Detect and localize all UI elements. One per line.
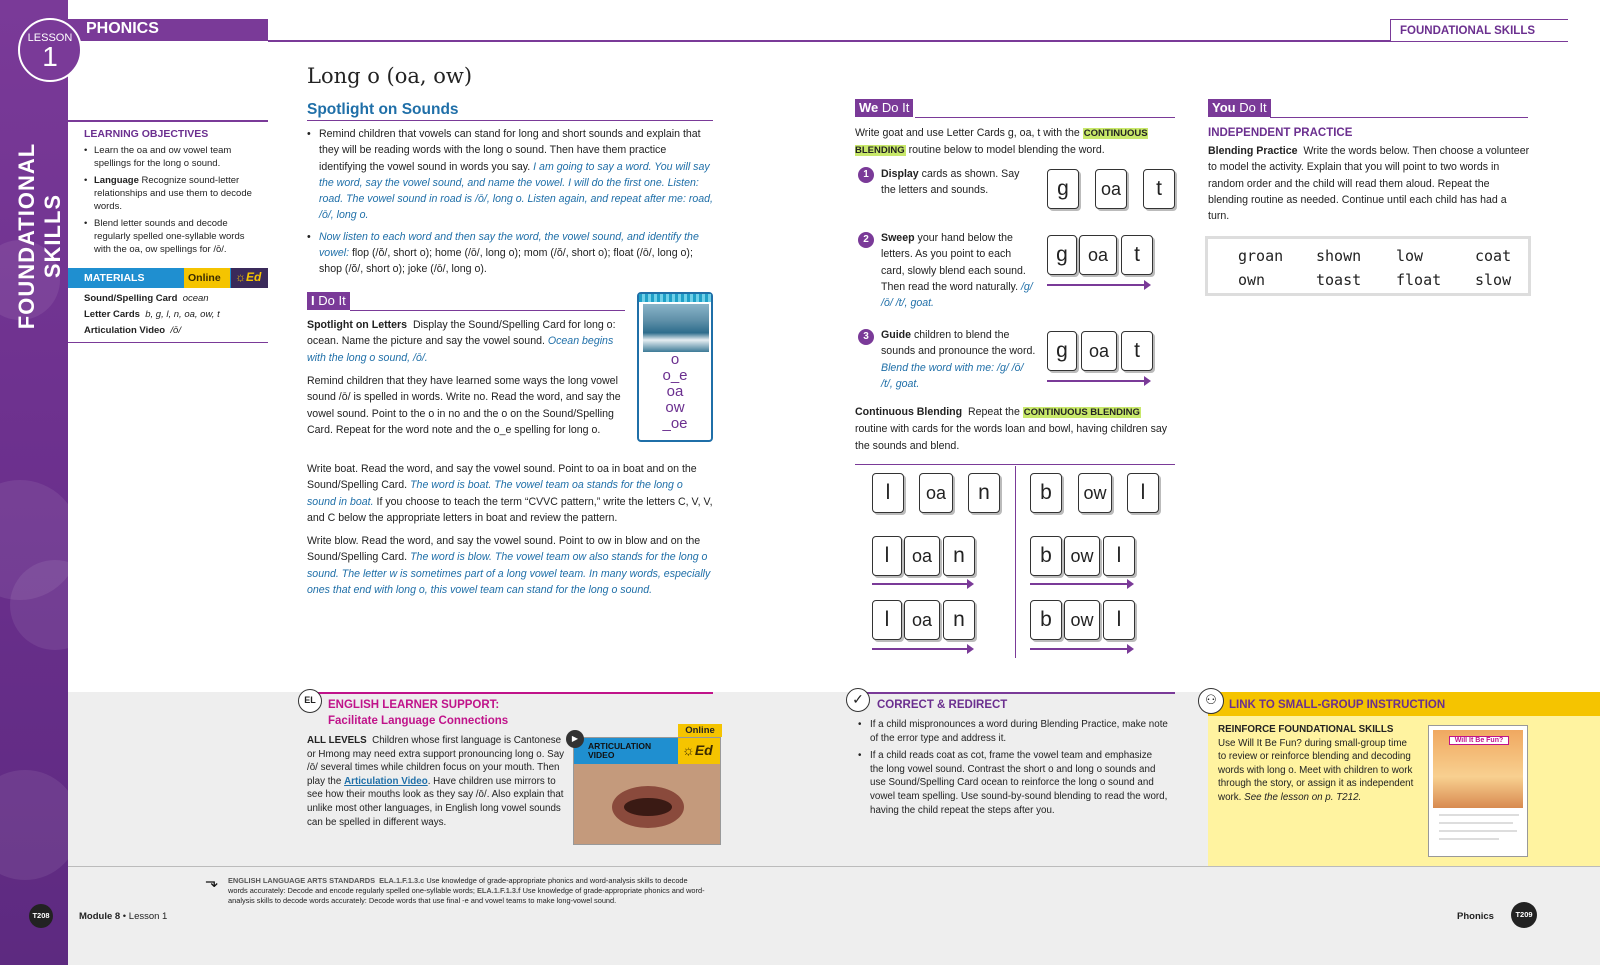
lesson-word: LESSON [27, 32, 73, 44]
letter-card: b [1030, 600, 1062, 640]
spotlight-letters-para: Spotlight on Letters Display the Sound/Spelling Card for long o: ocean. Name the picture and say the vowel sound. Ocean begins with the long o sound, /ō/. [307, 319, 616, 364]
you-do-rule [1270, 117, 1528, 118]
card-spelling: o [670, 351, 680, 368]
letter-card: oa [1095, 169, 1127, 209]
material-row: Sound/Spelling Card ocean [84, 293, 209, 304]
els-para: ALL LEVELS Children whose first language is Cantonese or Hmong may need extra support pronouncing long o. Say /ō/ several times while children focus on your mouth. Then play the Articulation Video. Have children use mirrors to see how their mouths look as they say /ō/. Also explain that unlike most other languages, in English long vowel sounds can be spelled in different ways. [307, 735, 565, 828]
book-cover[interactable] [1428, 725, 1528, 857]
blend-table-divider [1015, 466, 1016, 658]
letter-card: g [1047, 331, 1077, 371]
ed-sun-icon: ☼ [235, 270, 246, 284]
book-text-line [1439, 838, 1499, 840]
strand-tab: FOUNDATIONAL SKILLS [1390, 19, 1568, 42]
blow-para: Write blow. Read the word, and say the vowel sound. Point to ow in blow and on the Sound/Spelling Card. The word is blow. The vowel team ow also stands for the long o sound. The letter w is sometimes part of a long vowel team. In many words, especially ones that end with long o, this vowel team can stand for the long o sound. [307, 535, 711, 596]
letter-card: oa [1081, 331, 1117, 371]
els-rule [307, 692, 713, 694]
step-1-text: Display cards as shown. Say the letters and sounds. [881, 168, 1020, 197]
practice-word: own [1238, 271, 1266, 289]
spotlight-heading: Spotlight on Sounds [307, 101, 459, 118]
material-row: Letter Cards b, g, l, n, oa, ow, t [84, 309, 220, 320]
practice-word: shown [1316, 247, 1362, 265]
small-group-heading: LINK TO SMALL-GROUP INSTRUCTION [1229, 699, 1446, 711]
spotlight-bullet-1: • Remind children that vowels can stand for long and short sounds and explain that they will be reading words with the long o sound. Then have them practice identifying the vowel sound in words you say. I am going to say a word. You will say the word, say the vowel sound, and name the vowel. I will do the first one. Listen: road. The vowel sound in road is /ō/, long o. Listen again, and repeat after me: road, /ō/, long o. [307, 126, 713, 224]
step-2-text: Sweep your hand below the letters. As you point to each card, slowly blend each sound. Then read the word naturally. /g/ /ō/ /t/, goat. [881, 232, 1033, 310]
small-group-para: REINFORCE FOUNDATIONAL SKILLS Use Will It Be Fun? during small-group time to review or reinforce blending and decoding words with long o. Meet with children to work through the story, or assign it as independent work. See the lesson on p. T212. [1218, 724, 1414, 803]
standards-text: ENGLISH LANGUAGE ARTS STANDARDS ELA.1.F.1.3.c Use knowledge of grade-appropriate phonics and word-analysis skills to decode words accurately: Decode and encode regularly spelled one-syllable words; ELA.1.F.1.3.f Use knowledge of grade-appropriate phonics and word-analysis skills to decode words accurately: Decode words that use final -e and vowel teams to make long-vowel sound. [228, 876, 705, 905]
el-icon: EL [298, 689, 322, 713]
letter-card: l [1127, 473, 1159, 513]
practice-word: slow [1475, 271, 1512, 289]
card-border-pattern [639, 294, 711, 302]
step-number: 3 [858, 329, 874, 345]
book-text-line [1439, 814, 1519, 816]
blend-arrow [1030, 583, 1132, 585]
checkmark-icon: ✓ [846, 688, 870, 712]
step-3-text: Guide children to blend the sounds and pronounce the word. Blend the word with me: /g/ /ō/ /t/, goat. [881, 329, 1036, 390]
card-spelling: ow [665, 399, 685, 416]
spotlight-bullet-2: • Now listen to each word and then say the word, the vowel sound, and identify the vowel: flop (/ŏ/, short o); home (/ō/, long o); mom (/ŏ/, short o); float (/ō/, long o); shop (/ŏ/, short o); joke (/ō/, long o). [307, 229, 713, 278]
ed-logo: ☼Ed [678, 738, 721, 764]
ed-logo: ☼Ed [231, 268, 268, 288]
letter-card: b [1030, 473, 1062, 513]
spotlight-list [307, 126, 713, 278]
we-do-rule [915, 117, 1175, 118]
correct-rule [855, 692, 1175, 694]
book-text-line [1439, 830, 1517, 832]
letter-card: n [968, 473, 1000, 513]
continuous-blending-highlight: CONTINUOUS BLENDING [855, 128, 1148, 157]
material-row: Articulation Video /ō/ [84, 325, 181, 336]
correct-bullet: • If a child reads coat as cot, frame the vowel team and emphasize the long vowel sound. Contrast the short o and long o sounds and use Sound/Spelling Card ocean to reinforce the long o sound and vowel team spelling. Use sound-by-sound blending to read the word, having the child repeat the steps after you. [858, 749, 1168, 817]
blend-arrow [1030, 648, 1132, 650]
boat-para: Write boat. Read the word, and say the vowel sound. Point to oa in boat and on the Sound/Spelling Card. The word is boat. The vowel team oa stands for the long o sound in boat. If you choose to teach the term “CVVC pattern,” write the letters C, V, V, and C below the appropriate letters in boat and review the pattern. [307, 463, 713, 524]
els-heading: ENGLISH LEARNER SUPPORT: [328, 699, 500, 711]
letter-card: oa [904, 536, 940, 576]
objectives-heading: LEARNING OBJECTIVES [84, 128, 209, 140]
remind-para: Remind children that they have learned some ways the long vowel sound /ō/ is spelled in words. Write no. Read the word, and say the vowel sound. Point to the o in no and the o on the Sound/Spelling Card. Repeat for the word note and the o_e spelling for long o. [307, 375, 621, 436]
letter-card: g [1047, 235, 1077, 275]
play-icon[interactable]: ▶ [566, 730, 584, 748]
we-do-intro: Write goat and use Letter Cards g, oa, t with the CONTINUOUS BLENDING routine below to model blending the word. [855, 127, 1148, 157]
page-title: Long o (oa, ow) [307, 64, 473, 88]
book-title: Will It Be Fun? [1449, 736, 1509, 745]
correct-bullet: • If a child mispronounces a word during Blending Practice, make note of the error type and address it. [858, 718, 1168, 745]
correct-heading: CORRECT & REDIRECT [877, 699, 1008, 711]
practice-word: toast [1316, 271, 1362, 289]
video-label: ARTICULATION VIDEO [588, 741, 652, 760]
letter-card: t [1121, 331, 1153, 371]
i-do-rule [350, 310, 625, 311]
independent-practice-heading: INDEPENDENT PRACTICE [1208, 127, 1353, 139]
els-subheading: Facilitate Language Connections [328, 715, 509, 727]
ed-sun-icon: ☼ [682, 742, 695, 758]
vertical-title: FOUNDATIONAL SKILLS [14, 142, 65, 330]
online-tag: Online [184, 268, 230, 288]
header-rule [268, 40, 1568, 42]
blending-practice-para: Blending Practice Write the words below. Then choose a volunteer to model the activity. Explain that you will point to two words in random order and the child will read them aloud. Repeat the blending routine as needed. Continue until each child has had a turn. [1208, 145, 1530, 223]
continuous-blending-para: Continuous Blending Repeat the CONTINUOUS BLENDING routine with cards for the words loan and bowl, having children say the sounds and blend. [855, 406, 1168, 452]
i-do-it-tab: I Do It [307, 292, 350, 310]
mouth-opening [624, 798, 672, 816]
letter-card: ow [1064, 536, 1100, 576]
practice-word: coat [1475, 247, 1512, 265]
practice-word: float [1396, 271, 1442, 289]
letter-card: l [872, 536, 902, 576]
letter-card: t [1121, 235, 1153, 275]
letter-card: l [872, 473, 904, 513]
card-spelling: _oe [662, 415, 688, 432]
objective-3: • Blend letter sounds and decode regularly spelled one-syllable words with the oa, ow spellings for /ō/. [84, 217, 264, 256]
practice-word: low [1396, 247, 1424, 265]
letter-card: oa [904, 600, 940, 640]
letter-card: ow [1078, 473, 1112, 513]
objectives-list [84, 144, 264, 260]
letter-card: g [1047, 169, 1079, 209]
blend-arrow [1047, 284, 1149, 286]
blend-arrow [872, 583, 972, 585]
blend-arrow [1047, 380, 1149, 382]
letter-card: l [1103, 600, 1135, 640]
blend-table-rule [855, 464, 1175, 465]
blend-arrow [872, 648, 972, 650]
practice-word: groan [1238, 247, 1284, 265]
step-number: 2 [858, 232, 874, 248]
word-box [1205, 236, 1531, 296]
page-number-left: T208 [29, 904, 53, 928]
lesson-badge [18, 18, 82, 82]
letter-card: b [1030, 536, 1062, 576]
step-number: 1 [858, 167, 874, 183]
card-spelling: o_e [662, 367, 688, 384]
objective-1: • Learn the oa and ow vowel team spellings for the long o sound. [84, 144, 264, 170]
module-label: Module 8 • Lesson 1 [79, 911, 168, 922]
objective-2: • Language Recognize sound-letter relationships and use them to decode words. [84, 174, 264, 213]
letter-card: oa [1079, 235, 1117, 275]
articulation-video-link[interactable]: Articulation Video [344, 775, 428, 787]
letter-card: l [872, 600, 902, 640]
we-do-it-tab: We Do It [855, 99, 913, 117]
materials-heading: MATERIALS [84, 272, 145, 284]
articulation-video-thumbnail[interactable] [573, 737, 721, 845]
right-footer-label: Phonics [1457, 911, 1494, 922]
continuous-blending-highlight: CONTINUOUS BLENDING [1023, 407, 1140, 418]
you-do-it-tab: You Do It [1208, 99, 1271, 117]
group-icon: ⚇ [1198, 688, 1224, 714]
section-tab: PHONICS [68, 19, 268, 41]
letter-card: n [943, 600, 975, 640]
book-text-line [1439, 822, 1513, 824]
florida-icon: ⬎ [205, 874, 219, 891]
materials-rule [68, 342, 268, 343]
objectives-rule [68, 120, 268, 122]
letter-card: oa [919, 473, 953, 513]
letter-card: t [1143, 169, 1175, 209]
spotlight-rule [307, 120, 713, 121]
online-tag: Online [678, 724, 722, 737]
lesson-number: 1 [42, 41, 58, 72]
letter-card: n [943, 536, 975, 576]
letter-card: l [1103, 536, 1135, 576]
letter-card: ow [1064, 600, 1100, 640]
ocean-image [643, 304, 709, 352]
card-spelling: oa [666, 383, 684, 400]
page-number-right: T209 [1511, 902, 1537, 928]
correct-list [858, 718, 1168, 817]
sound-spelling-card [637, 292, 713, 442]
